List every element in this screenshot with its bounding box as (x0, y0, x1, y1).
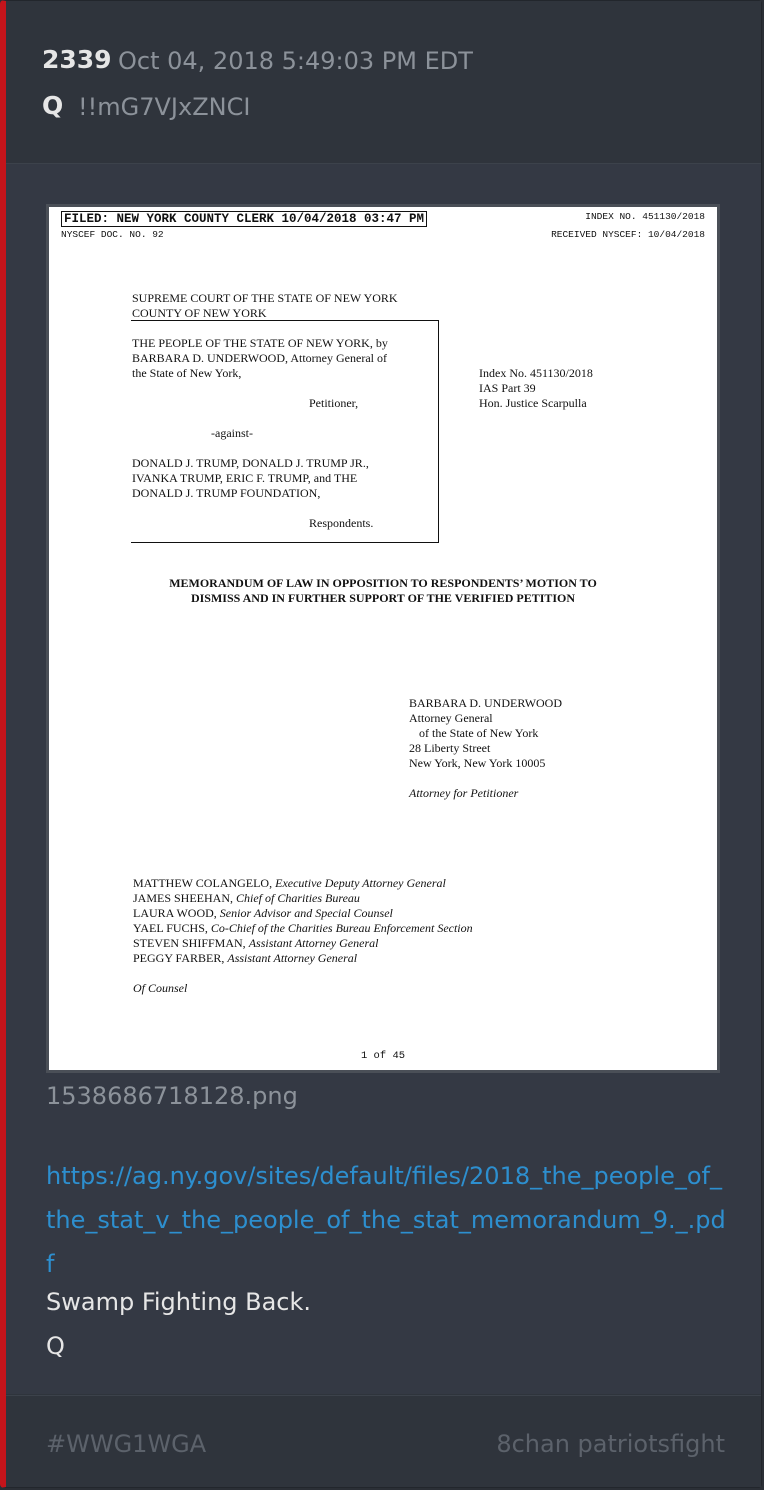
of-counsel: Of Counsel (133, 981, 188, 995)
counsel-item: YAEL FUCHS, Co-Chief of the Charities Bureau Enforcement Section (133, 921, 473, 935)
filed-header: FILED: NEW YORK COUNTY CLERK 10/04/2018 03:47 PM (61, 211, 427, 227)
post-tripcode: !!mG7VJxZNCI (78, 93, 251, 121)
resp-line-3: DONALD J. TRUMP FOUNDATION, (132, 486, 321, 500)
counsel-item: JAMES SHEEHAN, Chief of Charities Bureau (133, 891, 360, 905)
ias-part: IAS Part 39 (479, 381, 536, 395)
post-number: 2339 (42, 45, 112, 74)
post-footer (6, 1395, 761, 1487)
post-author: Q (42, 91, 64, 120)
ag-for: Attorney for Petitioner (409, 786, 519, 800)
people-line-3: the State of New York, (132, 366, 242, 380)
court-line-2: COUNTY OF NEW YORK (132, 306, 267, 320)
document-link[interactable]: https://ag.ny.gov/sites/default/files/2018_the_people_of_the_stat_v_the_people_of_the_stat_memorandum_9._.pdf (46, 1162, 726, 1278)
nyscef-doc: NYSCEF DOC. NO. 92 (61, 229, 164, 240)
ag-state: of the State of New York (419, 726, 539, 740)
counsel-list (133, 876, 473, 966)
post-header (6, 1, 761, 164)
counsel-item: LAURA WOOD, Senior Advisor and Special Counsel (133, 906, 393, 920)
index-no: Index No. 451130/2018 (479, 366, 593, 380)
page-indicator: 1 of 45 (360, 1050, 406, 1062)
ag-title: Attorney General (409, 711, 493, 725)
post-date: Oct 04, 2018 5:49:03 PM EDT (118, 47, 473, 75)
ag-street: 28 Liberty Street (409, 741, 491, 755)
counsel-item: STEVEN SHIFFMAN, Assistant Attorney General (133, 936, 379, 950)
resp-line-1: DONALD J. TRUMP, DONALD J. TRUMP JR., (132, 456, 369, 470)
court-line-1: SUPREME COURT OF THE STATE OF NEW YORK (132, 291, 398, 305)
attachment-filename[interactable]: 1538686718128.png (46, 1082, 298, 1110)
petitioner-label: Petitioner, (309, 396, 359, 410)
hashtag: #WWG1WGA (46, 1430, 207, 1458)
respondents-label: Respondents. (309, 516, 374, 530)
index-no-top: INDEX NO. 451130/2018 (585, 211, 705, 222)
message-signature: Q (46, 1332, 65, 1360)
justice: Hon. Justice Scarpulla (479, 396, 587, 410)
memo-title-line-2: DISMISS AND IN FURTHER SUPPORT OF THE VERIFIED PETITION (190, 591, 576, 605)
resp-line-2: IVANKA TRUMP, ERIC F. TRUMP, and THE (132, 471, 358, 485)
ag-city: New York, New York 10005 (409, 756, 546, 770)
against-label: -against- (211, 426, 253, 440)
people-line-1: THE PEOPLE OF THE STATE OF NEW YORK, by (132, 336, 388, 350)
attached-image[interactable] (46, 204, 720, 1073)
counsel-item: PEGGY FARBER, Assistant Attorney General (133, 951, 358, 965)
post-body (6, 164, 761, 1394)
counsel-item: MATTHEW COLANGELO, Executive Deputy Attorney General (133, 876, 446, 890)
memo-title-line-1: MEMORANDUM OF LAW IN OPPOSITION TO RESPONDENTS’ MOTION TO (169, 576, 597, 590)
message-line-1: Swamp Fighting Back. (46, 1288, 312, 1316)
ag-name: BARBARA D. UNDERWOOD (409, 696, 563, 710)
post-source: 8chan patriotsfight (496, 1430, 725, 1458)
received-date: RECEIVED NYSCEF: 10/04/2018 (551, 229, 705, 240)
people-line-2: BARBARA D. UNDERWOOD, Attorney General of (132, 351, 387, 365)
